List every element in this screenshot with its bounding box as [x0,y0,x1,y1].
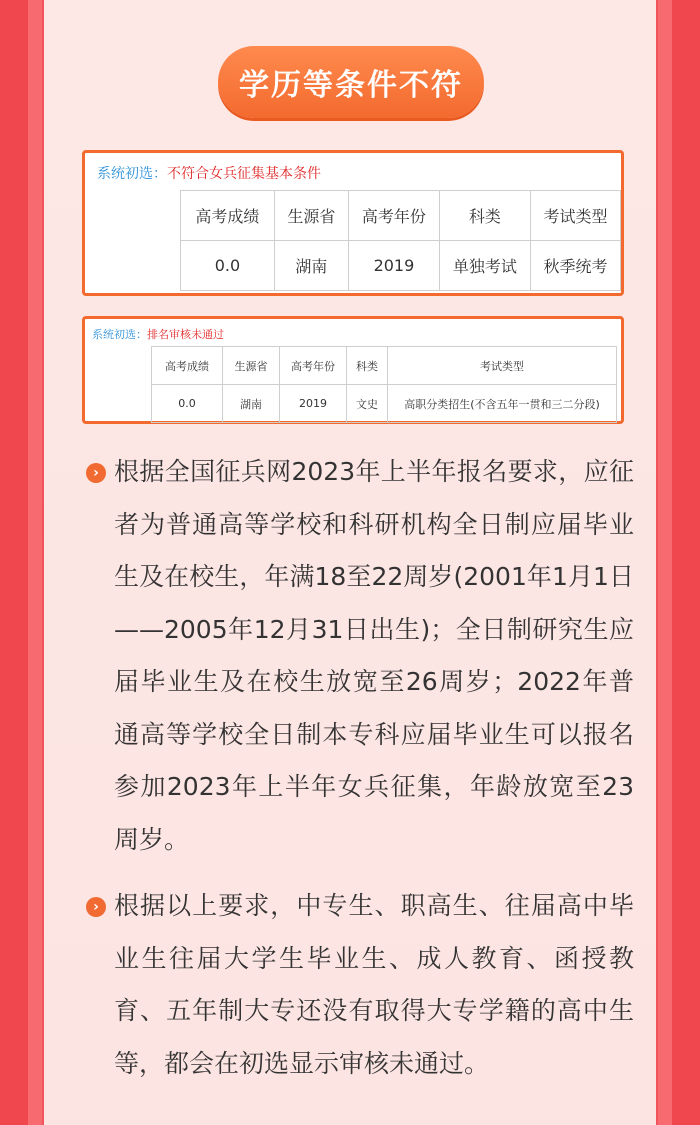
header-cell: 高考成绩 [152,347,223,385]
header-cell: 科类 [439,191,530,241]
exam-info-table [151,346,617,423]
header-cell: 生源省 [274,191,348,241]
left-border [0,0,28,1125]
system-message: 排名审核未通过 [147,328,224,341]
value-cell: 2019 [348,241,439,291]
requirement-paragraph: 根据全国征兵网2023年上半年报名要求，应征者为普通高等学校和科研机构全日制应届毕业生及在校生，年满18至22周岁(2001年1月1日——2005年12月31日出生)；全日制研究生应届毕业生及在校生放宽至26周岁；2022年普通高等学校全日制本专科应届毕业生可以报名参加2023年上半年女兵征集，年龄放宽至23周岁。 [114,457,634,854]
value-cell: 2019 [280,385,347,423]
section-title: 学历等条件不符 [218,46,484,118]
right-border [672,0,700,1125]
table-header-row [181,191,621,241]
value-cell: 湖南 [274,241,348,291]
header-cell: 高考成绩 [181,191,275,241]
table-row [152,385,617,423]
system-label: 系统初选： [92,328,147,341]
header-cell: 科类 [347,347,388,385]
system-label: 系统初选： [97,166,167,182]
value-cell: 单独考试 [439,241,530,291]
right-stripe [658,0,672,1125]
header-cell: 高考年份 [348,191,439,241]
system-status-line [92,326,224,342]
header-cell: 生源省 [223,347,280,385]
left-stripe [28,0,42,1125]
value-cell: 湖南 [223,385,280,423]
chevron-right-icon: › [86,897,106,917]
value-cell: 0.0 [152,385,223,423]
value-cell: 高职分类招生(不含五年一贯和三二分段) [388,385,617,423]
value-cell: 文史 [347,385,388,423]
system-message: 不符合女兵征集基本条件 [167,166,321,182]
header-cell: 考试类型 [388,347,617,385]
header-cell: 高考年份 [280,347,347,385]
conclusion-paragraph: 根据以上要求，中专生、职高生、往届高中毕业生往届大学生毕业生、成人教育、函授教育、五年制大专还没有取得大专学籍的高中生等，都会在初选显示审核未通过。 [114,891,634,1078]
screenshot-card-1 [82,150,624,296]
value-cell: 0.0 [181,241,275,291]
value-cell: 秋季统考 [530,241,620,291]
table-header-row [152,347,617,385]
system-status-line [97,163,321,183]
exam-info-table [180,190,621,291]
header-cell: 考试类型 [530,191,620,241]
chevron-right-icon: › [86,463,106,483]
table-row [181,241,621,291]
screenshot-card-2 [82,316,624,424]
